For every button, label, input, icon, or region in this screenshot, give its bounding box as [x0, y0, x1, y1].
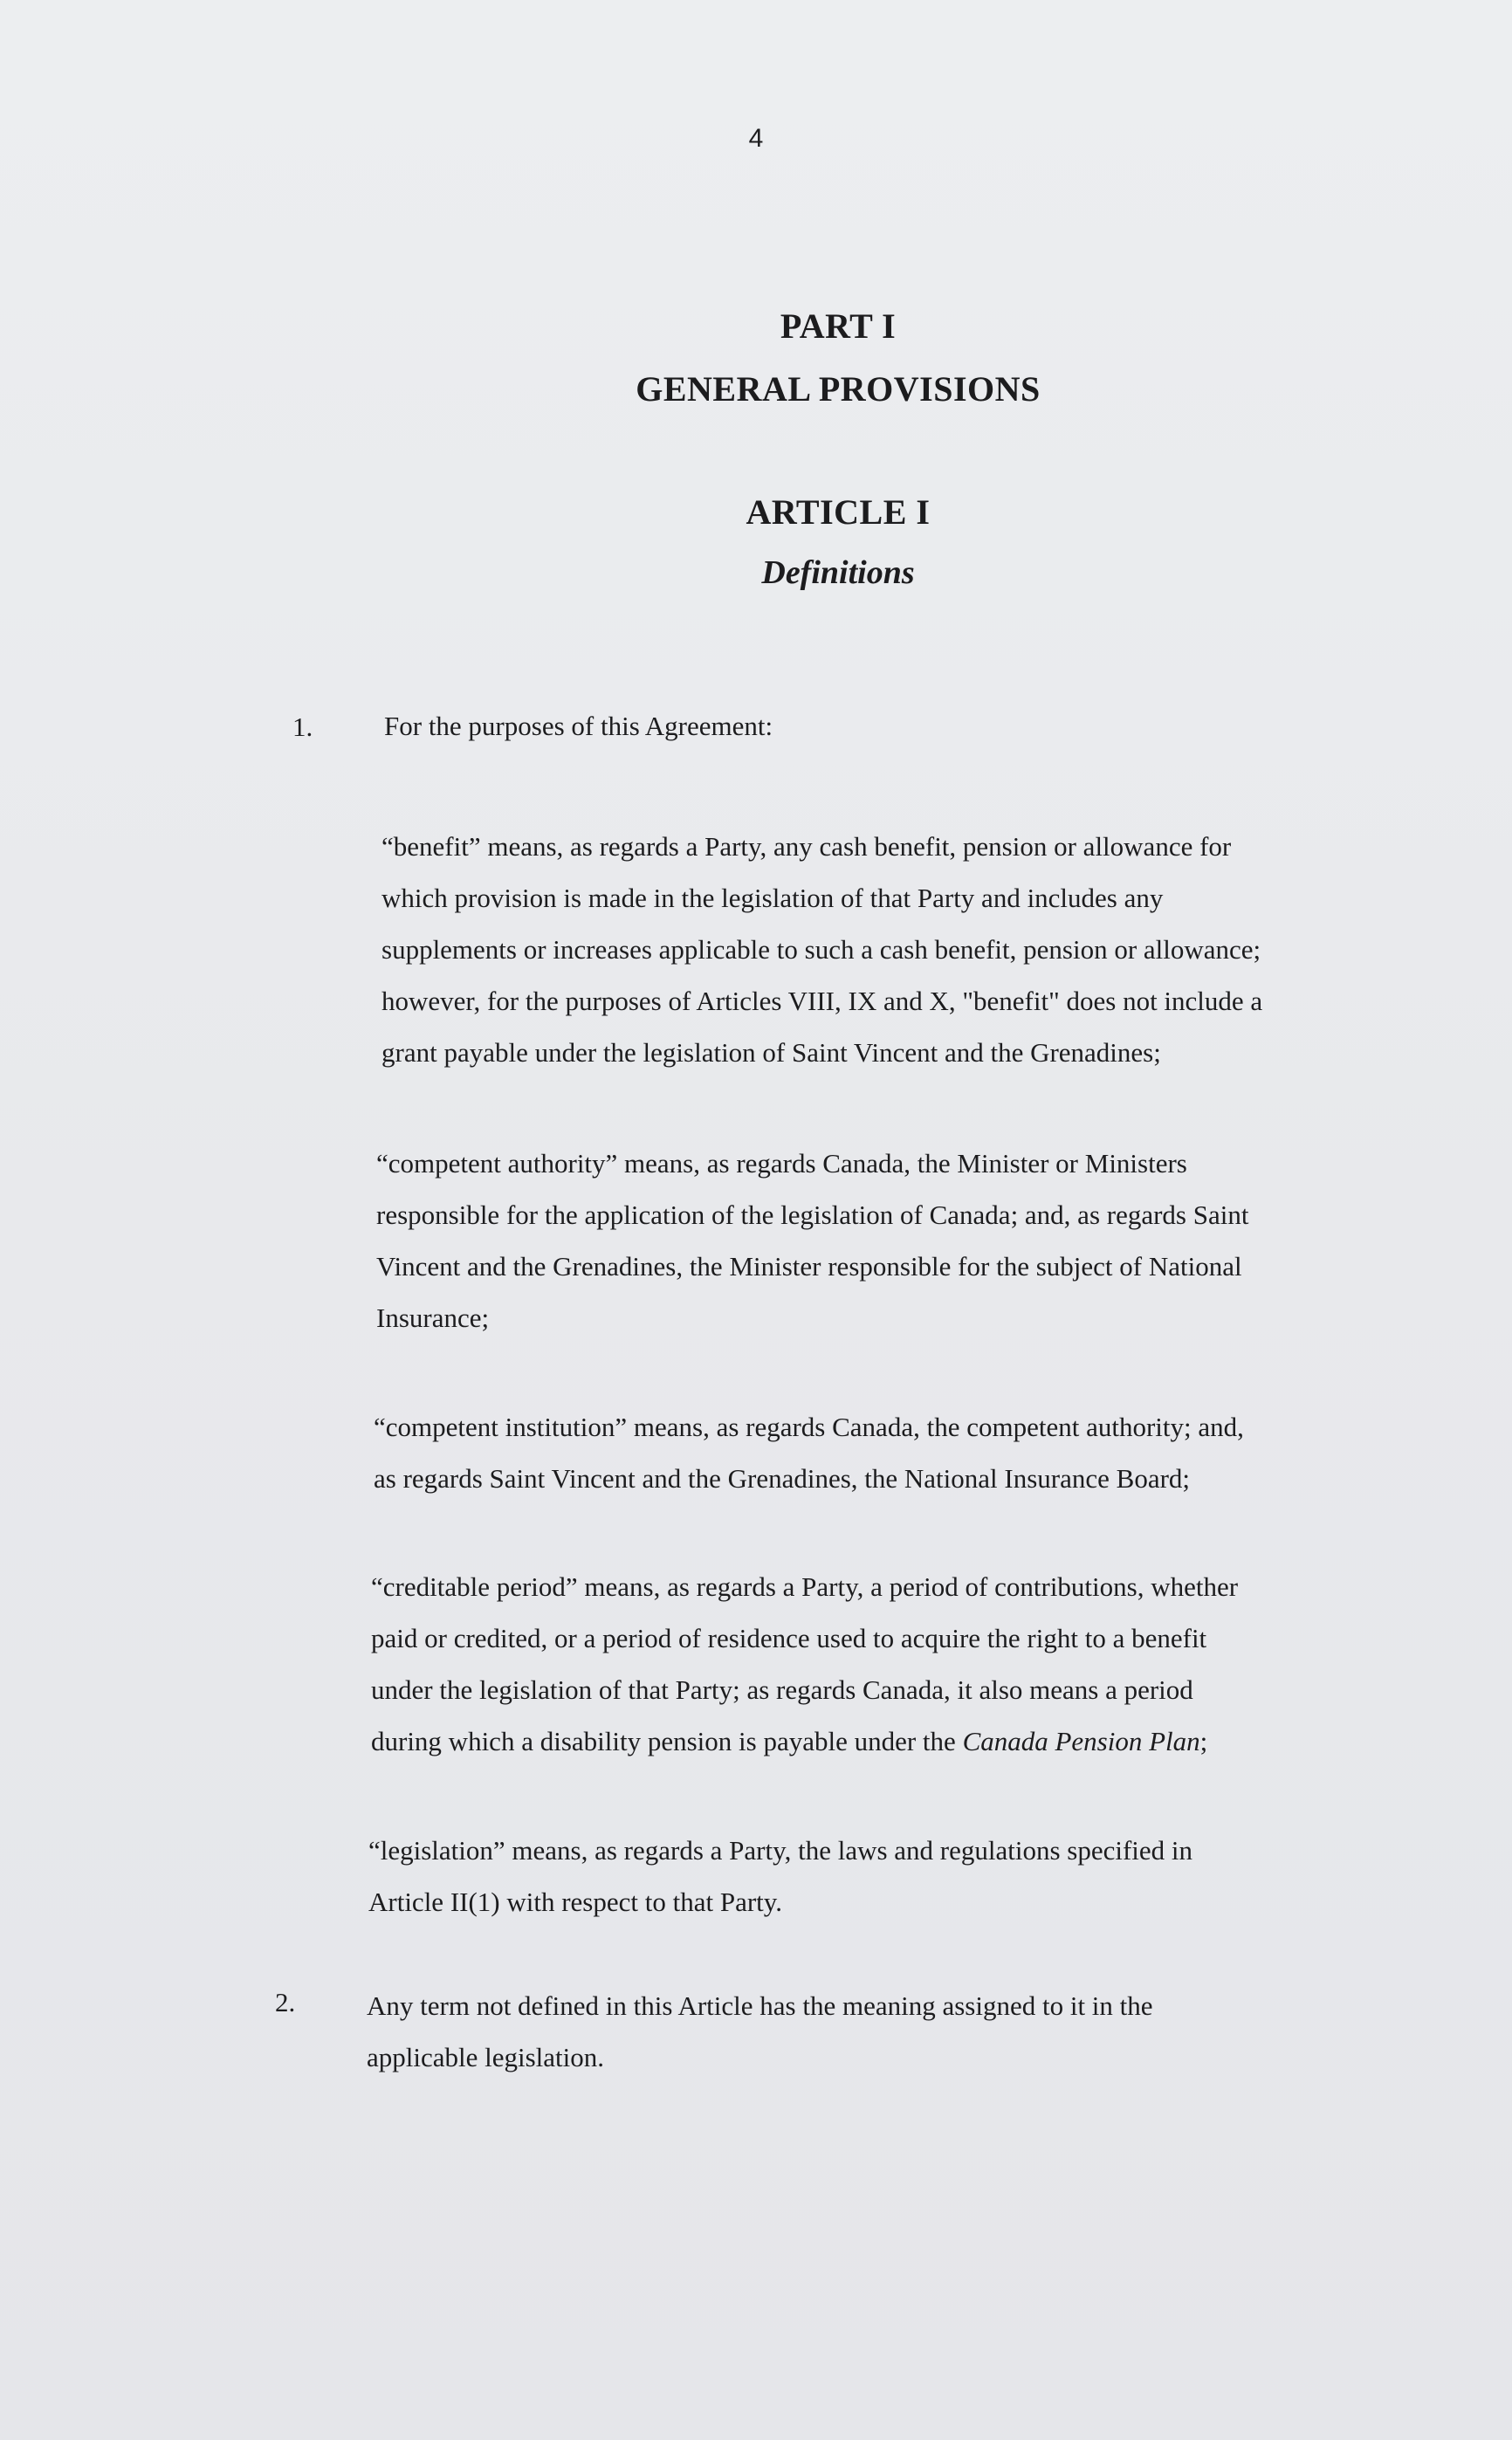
definition-line: which provision is made in the legislation of that Party and includes any [381, 883, 1164, 913]
paragraph-line: Any term not defined in this Article has the meaning assigned to it in the [367, 1990, 1153, 2021]
definition-line: supplements or increases applicable to such a cash benefit, pension or allowance; [381, 934, 1261, 965]
article-title: ARTICLE I [746, 492, 931, 532]
definition-line: “benefit” means, as regards a Party, any cash benefit, pension or allowance for [381, 831, 1232, 862]
part-title: PART I [780, 306, 897, 346]
definition-line: “competent institution” means, as regards Canada, the competent authority; and, [374, 1412, 1244, 1442]
definition-line: as regards Saint Vincent and the Grenadines, the National Insurance Board; [374, 1463, 1191, 1494]
definition-line [371, 1715, 1366, 1767]
article-subtitle: Definitions [761, 554, 915, 591]
definition-competent-authority [376, 1138, 1371, 1344]
definition-line: under the legislation of that Party; as regards Canada, it also means a period [371, 1674, 1193, 1705]
paragraph-2-text [367, 1980, 1362, 2083]
definition-line: Insurance; [376, 1302, 490, 1333]
paragraph-number: 2. [275, 1987, 296, 2017]
paragraph-intro [384, 700, 1379, 752]
definition-legislation [368, 1825, 1364, 1928]
definition-line: Article II(1) with respect to that Party. [368, 1887, 783, 1917]
definition-line: grant payable under the legislation of Saint Vincent and the Grenadines; [381, 1037, 1161, 1068]
punctuation: ; [1199, 1726, 1208, 1756]
part-subtitle: GENERAL PROVISIONS [636, 369, 1041, 409]
definition-creditable-period [371, 1561, 1366, 1767]
definition-line: however, for the purposes of Articles VIII, IX and X, "benefit" does not include a [381, 986, 1263, 1016]
paragraph-line: applicable legislation. [367, 2042, 605, 2072]
paragraph-intro-text: For the purposes of this Agreement: [384, 711, 773, 741]
definition-competent-institution [374, 1401, 1369, 1504]
definition-line: “creditable period” means, as regards a Party, a period of contributions, whether [371, 1571, 1239, 1602]
definition-line: “competent authority” means, as regards Canada, the Minister or Ministers [376, 1148, 1187, 1179]
statute-name: Canada Pension Plan [962, 1726, 1200, 1756]
definition-line: paid or credited, or a period of residence used to acquire the right to a benefit [371, 1623, 1207, 1653]
definition-line-text: during which a disability pension is payable under the [371, 1726, 956, 1756]
paragraph-number: 1. [292, 711, 313, 742]
page-number: 4 [748, 124, 764, 153]
definition-line: responsible for the application of the legislation of Canada; and, as regards Saint [376, 1199, 1249, 1230]
definition-line: Vincent and the Grenadines, the Minister responsible for the subject of National [376, 1251, 1242, 1282]
definition-line: “legislation” means, as regards a Party, the laws and regulations specified in [368, 1835, 1193, 1866]
definition-benefit [381, 821, 1377, 1078]
